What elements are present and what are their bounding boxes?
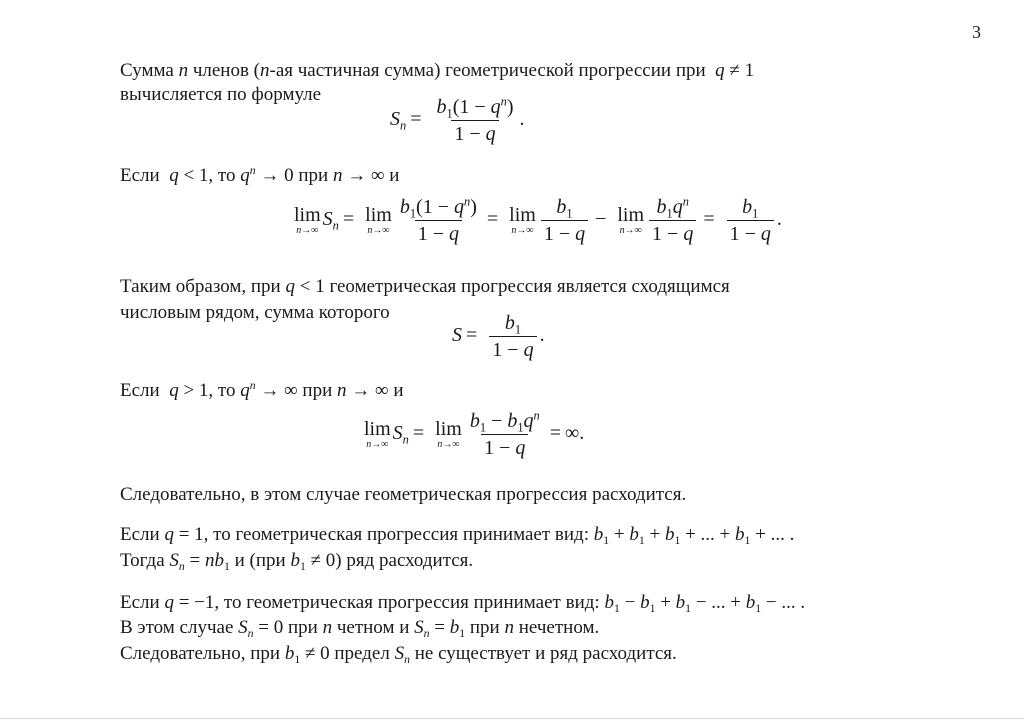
text: Таким образом, при (120, 276, 281, 297)
paragraph-q-greater-1: Если q > 1, то $q^n$ → ∞ при n → ∞ и (120, 378, 404, 401)
text: не существует и ряд расходится. (414, 643, 677, 664)
text: при (298, 165, 329, 186)
formula-s: S = $\frac{b_1}{1 - q}$ . (452, 312, 545, 361)
paragraph-divergent: Следовательно, в этом случае геометрическая прогрессия расходится. (120, 484, 687, 505)
page-number: 3 (972, 22, 981, 42)
text: В этом случае (120, 617, 234, 638)
math: q (710, 60, 725, 81)
formula-sn: $S_n$ = $\frac{b_1(1 - q^n)}{1 - q}$ . (390, 94, 525, 145)
text: четном и (336, 617, 410, 638)
formula-limit-infinity: lim n→∞ $S_n$ = lim n→∞ $\frac{b_1 - b_1q^n}{1 - q}$ = ∞. (364, 408, 585, 459)
math: n (178, 60, 189, 81)
text: Если (120, 524, 160, 545)
formula-limit-sum: lim n→∞ $S_n$ = lim n→∞ $\frac{b_1(1 - q^n)}{1 - q}$ = lim n→∞ $\frac{b_1}{1 - q}$ − lim n→∞ $\frac{b_1q^n}{1 - q}$ = $\frac{b_1}{1 - q}$ . (294, 194, 782, 245)
paragraph-q-minus-1-line2: В этом случае $S_n = 0$ при n четном и $S_n = b_1$ при n нечетном. (120, 617, 600, 641)
text: геометрическая прогрессия является сходящимся (329, 276, 730, 297)
text: то (217, 380, 236, 401)
text: членов ( (192, 60, 260, 81)
text: и (при (234, 550, 286, 571)
paragraph-q-less-1: Если q < 1, то $q^n \to 0$ при n → ∞ и (120, 163, 400, 186)
text: -ая частичная сумма) геометрической прогрессии при (269, 60, 706, 81)
text: и (393, 380, 404, 401)
paragraph-q-minus-1-line3: Следовательно, при $b_1 \ne 0$ предел $S_n$ не существует и ряд расходится. (120, 643, 677, 667)
paragraph-partial-sum: Сумма n членов (n-ая частичная сумма) геометрической прогрессии при q ≠ 1 (120, 60, 755, 81)
math: n (260, 60, 270, 81)
text: Следовательно, при (120, 643, 281, 664)
text: при (469, 617, 500, 638)
paragraph-partial-sum-line2: вычисляется по формуле (120, 84, 322, 105)
text: Если (120, 380, 160, 401)
page-bottom-divider (0, 718, 1024, 719)
text: предел (334, 643, 390, 664)
text: Сумма (120, 60, 174, 81)
text: Если (120, 592, 160, 613)
paragraph-convergent-line2: числовым рядом, сумма которого (120, 302, 390, 323)
text: Тогда (120, 550, 165, 571)
paragraph-q-equal-1: Если q = 1, то геометрическая прогрессия принимает вид: $b_1 + b_1 + b_1$ + ... + $b_1$ + ... . (120, 524, 795, 548)
text: то геометрическая прогрессия принимает вид: (223, 592, 600, 613)
text: то (217, 165, 236, 186)
text: ) ряд расходится. (335, 550, 474, 571)
text: при (288, 617, 318, 638)
text: Если (120, 165, 160, 186)
paragraph-convergent: Таким образом, при q < 1 геометрическая прогрессия является сходящимся (120, 276, 730, 297)
text: нечетном. (518, 617, 600, 638)
paragraph-q-minus-1: Если q = −1, то геометрическая прогрессия принимает вид: $b_1 - b_1 + b_1$ − ... + $b_1$ − ... . (120, 592, 806, 616)
text: то геометрическая прогрессия принимает вид: (213, 524, 589, 545)
paragraph-q-equal-1-line2: Тогда $S_n = nb_1$ и (при $b_1 \ne 0$) ряд расходится. (120, 550, 474, 574)
text: при (302, 380, 333, 401)
text: и (389, 165, 400, 186)
